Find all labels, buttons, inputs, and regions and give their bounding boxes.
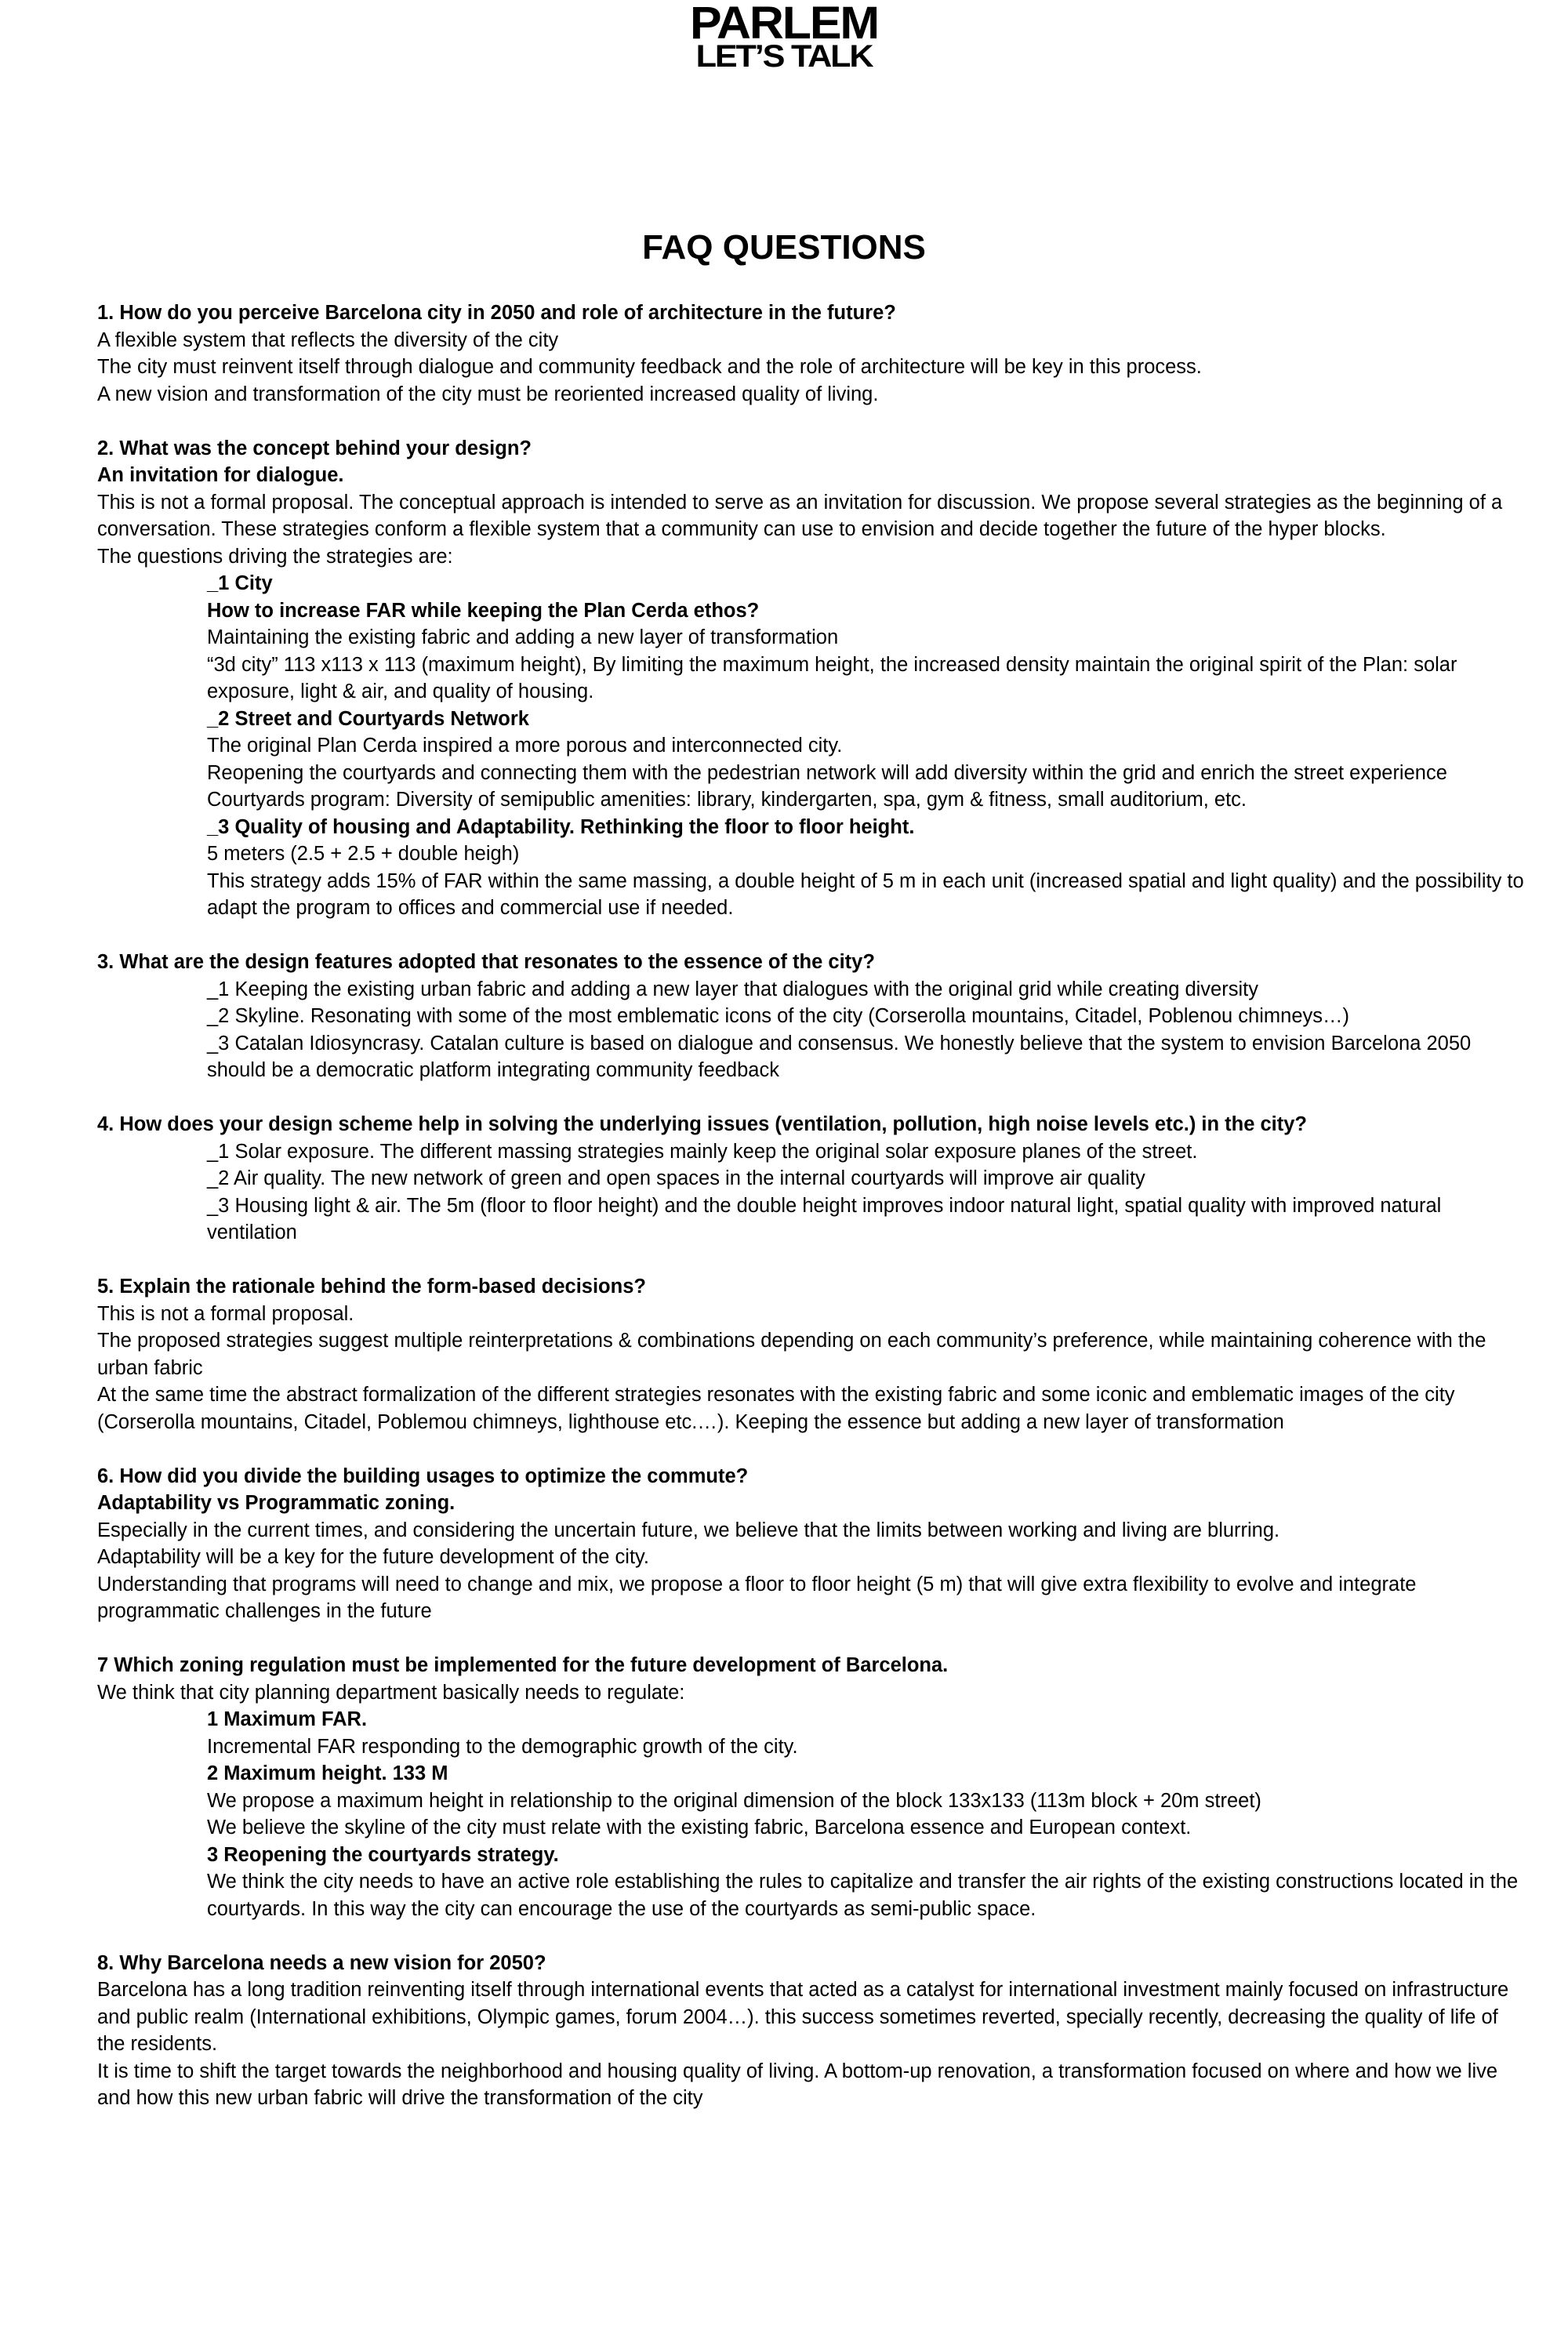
faq-answer-line: Reopening the courtyards and connecting them with the pedestrian network will add diversity within the grid and enrich the street experience: [207, 761, 1447, 784]
faq-answer-line: The original Plan Cerda inspired a more porous and interconnected city.: [207, 735, 843, 757]
section-gap: [97, 1922, 1524, 1950]
section-gap: [97, 922, 1524, 949]
faq-question: 1. How do you perceive Barcelona city in 2050 and role of architecture in the future?: [97, 302, 896, 324]
parlem-logo: [0, 0, 1568, 74]
faq-answer-line: The proposed strategies suggest multiple reinterpretations & combinations depending on each community’s preference, while maintaining coherence with the urban fabric: [97, 1330, 1486, 1379]
faq-answer-line: This strategy adds 15% of FAR within the same massing, a double height of 5 m in each unit (increased spatial and light quality) and the possibility to adapt the program to offices and commercial use if needed.: [207, 869, 1524, 919]
faq-answer-line: “3d city” 113 x113 x 113 (maximum height), By limiting the maximum height, the increased density maintain the original spirit of the Plan: solar exposure, light & air, and quality of housing.: [207, 653, 1457, 702]
faq-answer-line: The questions driving the strategies are:: [97, 545, 453, 568]
faq-answer-line: A new vision and transformation of the city must be reoriented increased quality of living.: [97, 383, 879, 405]
faq-answer-line: This is not a formal proposal.: [97, 1302, 354, 1325]
faq-answer-line: _3 Catalan Idiosyncrasy. Catalan culture is based on dialogue and consensus. We honestly believe that the system to envision Barcelona 2050 should be a democratic platform integrating community feedback: [207, 1032, 1472, 1081]
faq-subheading: 3 Reopening the courtyards strategy.: [207, 1843, 559, 1866]
faq-answer-line: Adaptability will be a key for the future development of the city.: [97, 1546, 649, 1568]
section-gap: [97, 408, 1524, 435]
faq-section: [97, 1652, 1524, 1922]
faq-section: [97, 1273, 1524, 1436]
faq-question: 3. What are the design features adopted that resonates to the essence of the city?: [97, 951, 875, 973]
section-gap: [97, 1436, 1524, 1463]
faq-answer-line: A flexible system that reflects the diversity of the city: [97, 328, 559, 351]
faq-answer-line: _1 Keeping the existing urban fabric and adding a new layer that dialogues with the original grid while creating diversity: [207, 978, 1258, 1000]
faq-answer-line: 5 meters (2.5 + 2.5 + double heigh): [207, 843, 520, 865]
faq-answer-line: Barcelona has a long tradition reinventing itself through international events that acted as a catalyst for international investment mainly focused on infrastructure and public realm (International exhibitions, Olympic games, forum 2004…). this success sometimes reverted, specially recently, decreasing the quality of life of the residents.: [97, 1979, 1509, 2055]
faq-answer-line: We think that city planning department basically needs to regulate:: [97, 1681, 685, 1704]
faq-answer-line: We think the city needs to have an active role establishing the rules to capitalize and transfer the air rights of the existing constructions located in the courtyards. In this way the city can encourage the use of the courtyards as semi-public space.: [207, 1871, 1519, 1920]
faq-section: [97, 1463, 1524, 1625]
faq-question: 4. How does your design scheme help in solving the underlying issues (ventilation, pollution, high noise levels etc.) in the city?: [97, 1113, 1308, 1135]
faq-question: 2. What was the concept behind your design?: [97, 437, 532, 459]
faq-answer-line: Incremental FAR responding to the demographic growth of the city.: [207, 1735, 798, 1758]
faq-answer-line: _3 Housing light & air. The 5m (floor to floor height) and the double height improves indoor natural light, spatial quality with improved natural ventilation: [207, 1194, 1442, 1243]
faq-answer-line: _1 Solar exposure. The different massing strategies mainly keep the original solar exposure planes of the street.: [207, 1140, 1198, 1163]
faq-answer-line: _2 Air quality. The new network of green and open spaces in the internal courtyards will improve air quality: [207, 1167, 1145, 1189]
faq-answer-line: This is not a formal proposal. The conceptual approach is intended to serve as an invitation for discussion. We propose several strategies as the beginning of a conversation. These strategies conform a flexible system that a community can use to envision and decide together the future of the hyper blocks.: [97, 491, 1503, 540]
faq-section: [97, 1950, 1524, 2112]
faq-subheading: 1 Maximum FAR.: [207, 1708, 368, 1730]
faq-subheading: How to increase FAR while keeping the Plan Cerda ethos?: [207, 599, 760, 622]
faq-subheading: _1 City: [207, 572, 273, 594]
page-title: FAQ QUESTIONS: [642, 228, 926, 267]
logo-line-1: PARLEM: [689, 0, 879, 49]
faq-question: 7 Which zoning regulation must be implemented for the future development of Barcelona.: [97, 1654, 949, 1676]
faq-question: 8. Why Barcelona needs a new vision for 2050?: [97, 1951, 546, 1974]
faq-subheading: _2 Street and Courtyards Network: [207, 707, 529, 730]
faq-answer-line: Maintaining the existing fabric and adding a new layer of transformation: [207, 626, 839, 648]
section-gap: [97, 1247, 1524, 1274]
faq-section: [97, 1111, 1524, 1247]
faq-answer-line: At the same time the abstract formalization of the different strategies resonates with the existing fabric and some iconic and emblematic images of the city (Corserolla mountains, Citadel, Poblemou chimneys, lighthouse etc.…). Keeping the essence but adding a new layer of transformation: [97, 1384, 1455, 1433]
faq-answer-line: The city must reinvent itself through dialogue and community feedback and the role of architecture will be key in this process.: [97, 356, 1202, 378]
logo-line-2: LET’S TALK: [695, 39, 873, 74]
section-gap: [97, 1084, 1524, 1112]
faq-question: 5. Explain the rationale behind the form-based decisions?: [97, 1276, 646, 1298]
faq-section: [97, 435, 1524, 922]
faq-section: [97, 299, 1524, 408]
faq-body: [97, 299, 1524, 2112]
faq-section: [97, 949, 1524, 1084]
faq-answer-line: _2 Skyline. Resonating with some of the most emblematic icons of the city (Corserolla mountains, Citadel, Poblenou chimneys…): [207, 1005, 1349, 1027]
faq-answer-line: Courtyards program: Diversity of semipublic amenities: library, kindergarten, spa, gym & fitness, small auditorium, etc.: [207, 789, 1247, 811]
faq-subheading: Adaptability vs Programmatic zoning.: [97, 1492, 456, 1514]
faq-subheading: _3 Quality of housing and Adaptability. Rethinking the floor to floor height.: [207, 815, 915, 838]
faq-answer-line: We believe the skyline of the city must relate with the existing fabric, Barcelona essence and European context.: [207, 1817, 1192, 1838]
faq-answer-line: We propose a maximum height in relationship to the original dimension of the block 133x133 (113m block + 20m street): [207, 1789, 1261, 1812]
faq-answer-line: It is time to shift the target towards the neighborhood and housing quality of living. A bottom-up renovation, a transformation focused on where and how we live and how this new urban fabric will drive the transformation of the city: [97, 2060, 1498, 2109]
faq-answer-line: Understanding that programs will need to change and mix, we propose a floor to floor height (5 m) that will give extra flexibility to evolve and integrate programmatic challenges in the future: [97, 1573, 1417, 1622]
section-gap: [97, 1625, 1524, 1653]
faq-question: 6. How did you divide the building usages to optimize the commute?: [97, 1465, 749, 1487]
faq-answer-line: Especially in the current times, and considering the uncertain future, we believe that the limits between working and living are blurring.: [97, 1519, 1280, 1541]
faq-subheading: 2 Maximum height. 133 M: [207, 1762, 448, 1784]
faq-subheading: An invitation for dialogue.: [97, 464, 344, 486]
